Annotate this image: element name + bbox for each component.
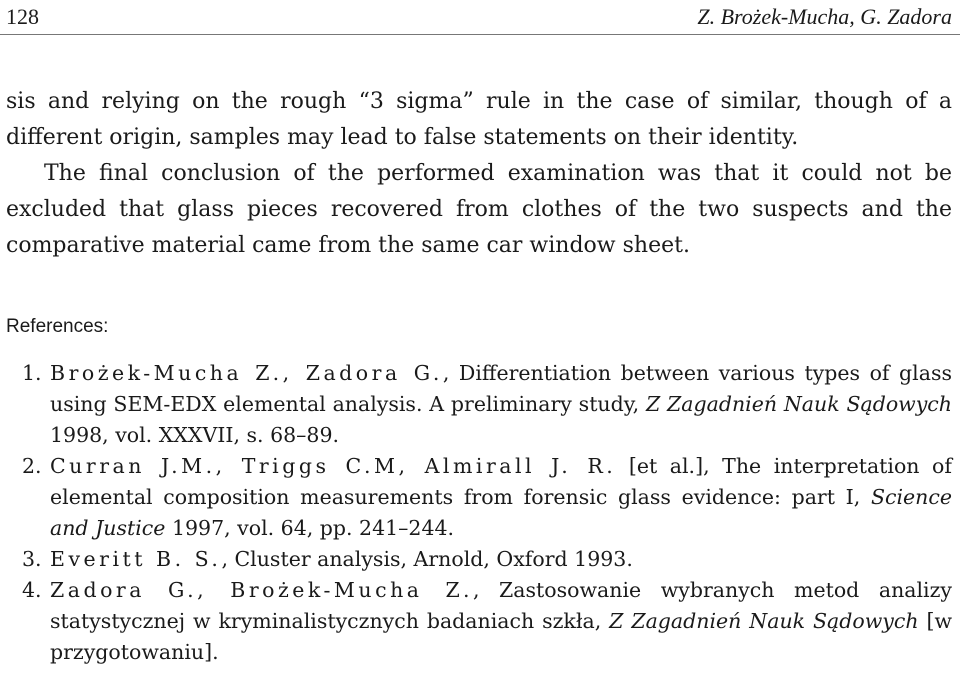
reference-details: 1998, vol. XXXVII, s. 68–89.	[50, 423, 340, 447]
reference-journal: Science and Justice	[50, 485, 952, 540]
running-header	[6, 2, 952, 32]
reference-text	[50, 575, 952, 668]
reference-item	[22, 575, 952, 668]
reference-journal: Z Zagadnień Nauk Sądowych	[609, 609, 919, 633]
reference-number: 4.	[22, 578, 42, 602]
reference-text	[50, 544, 952, 575]
page-number: 128	[6, 4, 39, 29]
reference-journal: Z Zagadnień Nauk Sądowych	[645, 392, 952, 416]
reference-text	[50, 358, 952, 451]
reference-number: 1.	[22, 361, 42, 385]
reference-title: , Differentiation between various types of glass using SEM-EDX elemental analysis. A preliminary study,	[50, 361, 952, 416]
header-rule	[0, 34, 960, 35]
running-authors: Z. Brożek-Mucha, G. Zadora	[697, 4, 952, 29]
reference-item	[22, 451, 952, 544]
reference-item	[22, 544, 952, 575]
reference-title: [et al.], The interpretation of elemental composition measurements from forensic glass evidence: part I,	[50, 454, 952, 509]
paragraph-continued: sis and relying on the rough “3 sigma” rule in the case of similar, though of a different origin, samples may lead to false statements on their identity.	[6, 89, 952, 150]
reference-authors: Zadora G., Brożek-Mucha Z.	[50, 578, 473, 602]
reference-text	[50, 451, 952, 544]
reference-authors: Brożek-Mucha Z., Zadora G.	[50, 361, 443, 385]
reference-authors: Curran J.M., Triggs C.M, Almirall J. R.	[50, 454, 617, 478]
reference-item	[22, 358, 952, 451]
reference-details: 1997, vol. 64, pp. 241–244.	[165, 516, 455, 540]
references-heading: References:	[6, 316, 109, 337]
reference-details: [w przygotowaniu].	[50, 609, 952, 664]
reference-number: 3.	[22, 547, 42, 571]
body-text	[6, 84, 952, 264]
reference-number: 2.	[22, 454, 42, 478]
reference-title: , Cluster analysis, Arnold, Oxford 1993.	[221, 547, 633, 571]
paragraph-conclusion: The final conclusion of the performed examination was that it could not be excluded that glass pieces recovered from clothes of the two suspects and the comparative material came from the same car window sheet.	[6, 161, 952, 258]
reference-authors: Everitt B. S.	[50, 547, 222, 571]
references-list	[22, 358, 952, 668]
reference-title: , Zastosowanie wybranych metod analizy statystycznej w kryminalistycznych badaniach szkła,	[50, 578, 953, 633]
